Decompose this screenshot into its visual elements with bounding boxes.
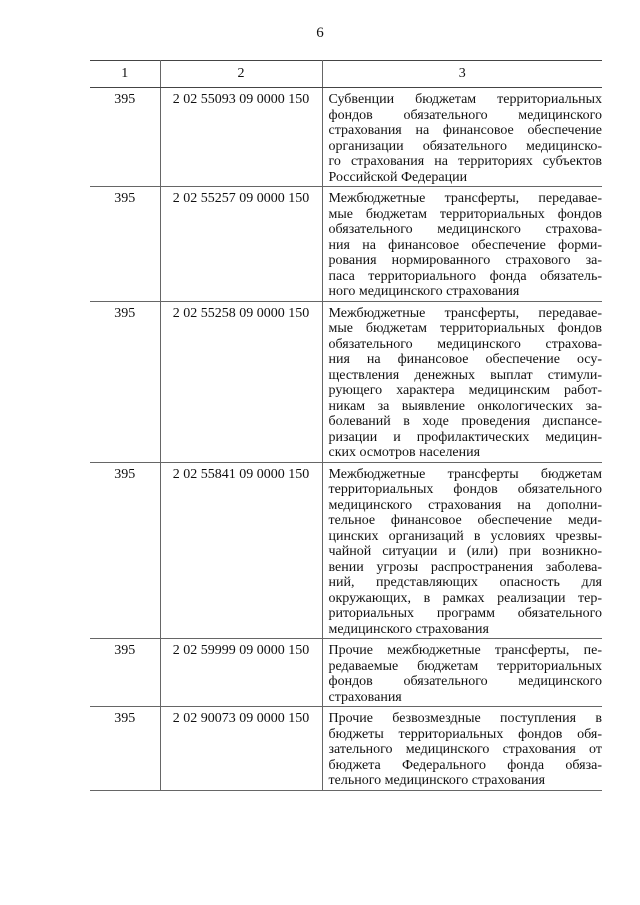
admin-code-cell: 395 (90, 88, 160, 187)
description-line: медицинского страхования на дополни- (328, 497, 602, 513)
description-line: чайной ситуации и (или) при возникно- (328, 544, 602, 559)
table-row (90, 462, 602, 639)
table-row (90, 301, 602, 462)
description-line: никам за выявление онкологических за- (328, 398, 602, 414)
table-row (90, 639, 602, 707)
description-line: фондов обязательного медицинского (328, 107, 602, 123)
table-row (90, 187, 602, 302)
budget-classification-code-cell: 2 02 55093 09 0000 150 (160, 88, 322, 187)
description-line: вении угрозы распространения заболева- (328, 559, 602, 575)
column-header-2: 2 (160, 61, 322, 88)
description-line: рования нормированного страхового за- (328, 253, 602, 268)
description-line: Межбюджетные трансферты, передавае- (328, 191, 602, 206)
description-line: Прочие межбюджетные трансферты, пе- (328, 643, 602, 658)
description-line: медицинского страхования (328, 621, 489, 637)
description-line: бюджеты территориальных фондов обя- (328, 726, 602, 742)
description-line: тельного медицинского страхования (328, 773, 546, 788)
description-line: мые бюджетам территориальных фондов (328, 321, 602, 336)
admin-code-cell: 395 (90, 639, 160, 707)
description-line: цинских организаций в условиях чрезвы- (328, 528, 602, 544)
description-line: обязательного медицинского страхова- (328, 222, 602, 237)
revenue-description-cell (322, 187, 602, 302)
description-line: мые бюджетам территориальных фондов (328, 206, 602, 222)
table-header-row (90, 61, 602, 88)
description-line: бюджета Федерального фонда обяза- (328, 757, 602, 773)
description-line: организации обязательного медицинско- (328, 138, 602, 154)
revenue-description-cell (322, 639, 602, 707)
description-line: редаваемые бюджетам территориальных (328, 658, 602, 674)
revenue-description-cell (322, 707, 602, 791)
page-number: 6 (316, 25, 324, 41)
budget-codes-table (90, 60, 602, 791)
budget-classification-code-cell: 2 02 55841 09 0000 150 (160, 462, 322, 639)
description-line: Прочие безвозмездные поступления в (328, 711, 602, 726)
description-line: ризации и профилактических медицин- (328, 429, 602, 445)
description-line: болеваний в ходе проведения диспансе- (328, 414, 602, 429)
budget-classification-code-cell: 2 02 90073 09 0000 150 (160, 707, 322, 791)
description-line: страхования (328, 689, 402, 705)
revenue-description-cell (322, 88, 602, 187)
description-line: ного медицинского страхования (328, 284, 520, 299)
description-line: ний, представляющих опасность для (328, 575, 602, 590)
column-header-3: 3 (322, 61, 602, 88)
budget-classification-code-cell: 2 02 55258 09 0000 150 (160, 301, 322, 462)
description-line: фондов обязательного медицинского (328, 674, 602, 689)
description-line: риториальных программ обязательного (328, 606, 602, 621)
description-line: рующего характера медицинским работ- (328, 383, 602, 398)
admin-code-cell: 395 (90, 301, 160, 462)
description-line: тельное финансовое обеспечение меди- (328, 513, 602, 528)
revenue-description-cell (322, 462, 602, 639)
admin-code-cell: 395 (90, 187, 160, 302)
description-line: обязательного медицинского страхова- (328, 336, 602, 352)
table-body (90, 88, 602, 791)
admin-code-cell: 395 (90, 707, 160, 791)
description-line: Субвенции бюджетам территориальных (328, 92, 602, 107)
table-row (90, 88, 602, 187)
description-line: ния на финансовое обеспечение форми- (328, 237, 602, 253)
description-line: окружающих, в рамках реализации тер- (328, 590, 602, 606)
table-row (90, 707, 602, 791)
description-line: Российской Федерации (328, 169, 468, 185)
description-line: ществления денежных выплат стимули- (328, 367, 602, 383)
description-line: паса территориального фонда обязатель- (328, 268, 602, 284)
revenue-description-cell (322, 301, 602, 462)
description-line: Межбюджетные трансферты, передавае- (328, 305, 602, 321)
column-header-1: 1 (90, 61, 160, 88)
description-line: Межбюджетные трансферты бюджетам (328, 466, 602, 482)
description-line: территориальных фондов обязательного (328, 482, 602, 497)
admin-code-cell: 395 (90, 462, 160, 639)
budget-classification-code-cell: 2 02 59999 09 0000 150 (160, 639, 322, 707)
description-line: страхования на финансовое обеспечение (328, 123, 602, 138)
description-line: ния на финансовое обеспечение осу- (328, 352, 602, 367)
description-line: зательного медицинского страхования от (328, 742, 602, 757)
description-line: ских осмотров населения (328, 445, 481, 460)
budget-classification-code-cell: 2 02 55257 09 0000 150 (160, 187, 322, 302)
description-line: го страхования на территориях субъектов (328, 154, 602, 169)
